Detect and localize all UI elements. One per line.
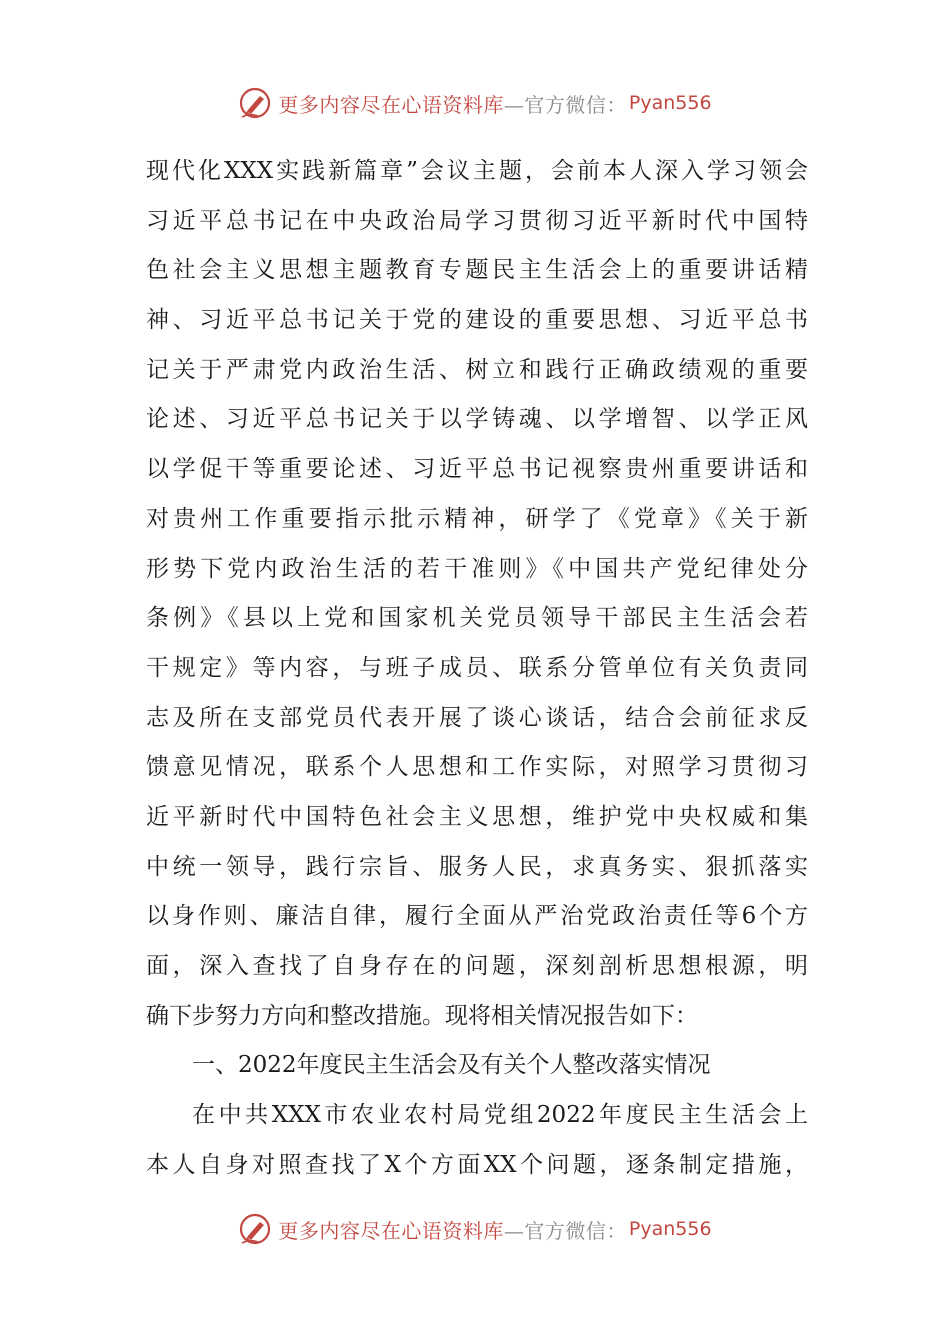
body-line: 近平新时代中国特色社会主义思想，维护党中央权威和集	[146, 803, 808, 830]
body-line: 现代化XXX实践新篇章”会议主题，会前本人深入学习领会	[146, 158, 808, 184]
body-line: 条例》《县以上党和国家机关党员领导干部民主生活会若	[146, 605, 808, 632]
body-line: 以学促干等重要论述、习近平总书记视察贵州重要讲话和	[146, 456, 808, 483]
body-line: 馈意见情况，联系个人思想和工作实际，对照学习贯彻习	[146, 754, 808, 781]
watermark-header	[0, 83, 950, 123]
watermark-account: Pyan556	[628, 1218, 712, 1240]
body-line: 确下步努力方向和整改措施。现将相关情况报告如下：	[146, 1002, 698, 1029]
body-line: 对贵州工作重要指示批示精神，研学了《党章》《关于新	[146, 505, 808, 532]
body-line: 在中共XXX市农业农村局党组2022年度民主生活会上	[192, 1102, 808, 1129]
body-line: 志及所在支部党员代表开展了谈心谈话，结合会前征求反	[146, 704, 808, 731]
body-line: 论述、习近平总书记关于以学铸魂、以学增智、以学正风	[146, 406, 808, 433]
watermark-account: Pyan556	[628, 92, 712, 114]
body-line: 干规定》等内容，与班子成员、联系分管单位有关负责同	[146, 654, 808, 681]
section-heading: 一、2022年度民主生活会及有关个人整改落实情况	[192, 1052, 711, 1079]
body-line: 本人自身对照查找了X个方面XX个问题，逐条制定措施，	[146, 1151, 808, 1178]
pen-logo-icon	[238, 1212, 272, 1246]
watermark-brand: 更多内容尽在心语资料库	[278, 1218, 504, 1243]
watermark-separator: —官方微信：	[503, 1218, 627, 1243]
body-line: 色社会主义思想主题教育专题民主生活会上的重要讲话精	[146, 257, 808, 284]
watermark-brand: 更多内容尽在心语资料库	[278, 92, 504, 117]
body-line: 面，深入查找了自身存在的问题，深刻剖析思想根源，明	[146, 953, 808, 979]
body-line: 形势下党内政治生活的若干准则》《中国共产党纪律处分	[146, 555, 808, 582]
body-line: 神、习近平总书记关于党的建设的重要思想、习近平总书	[146, 307, 808, 334]
watermark-footer	[0, 1209, 950, 1249]
body-line: 记关于严肃党内政治生活、树立和践行正确政绩观的重要	[146, 356, 808, 383]
body-line: 习近平总书记在中央政治局学习贯彻习近平新时代中国特	[146, 207, 808, 234]
document-body	[146, 147, 808, 1190]
pen-logo-icon	[238, 86, 272, 120]
body-line: 中统一领导，践行宗旨、服务人民，求真务实、狠抓落实	[146, 853, 808, 880]
watermark-separator: —官方微信：	[503, 92, 627, 117]
body-line: 以身作则、廉洁自律，履行全面从严治党政治责任等6个方	[146, 903, 808, 930]
